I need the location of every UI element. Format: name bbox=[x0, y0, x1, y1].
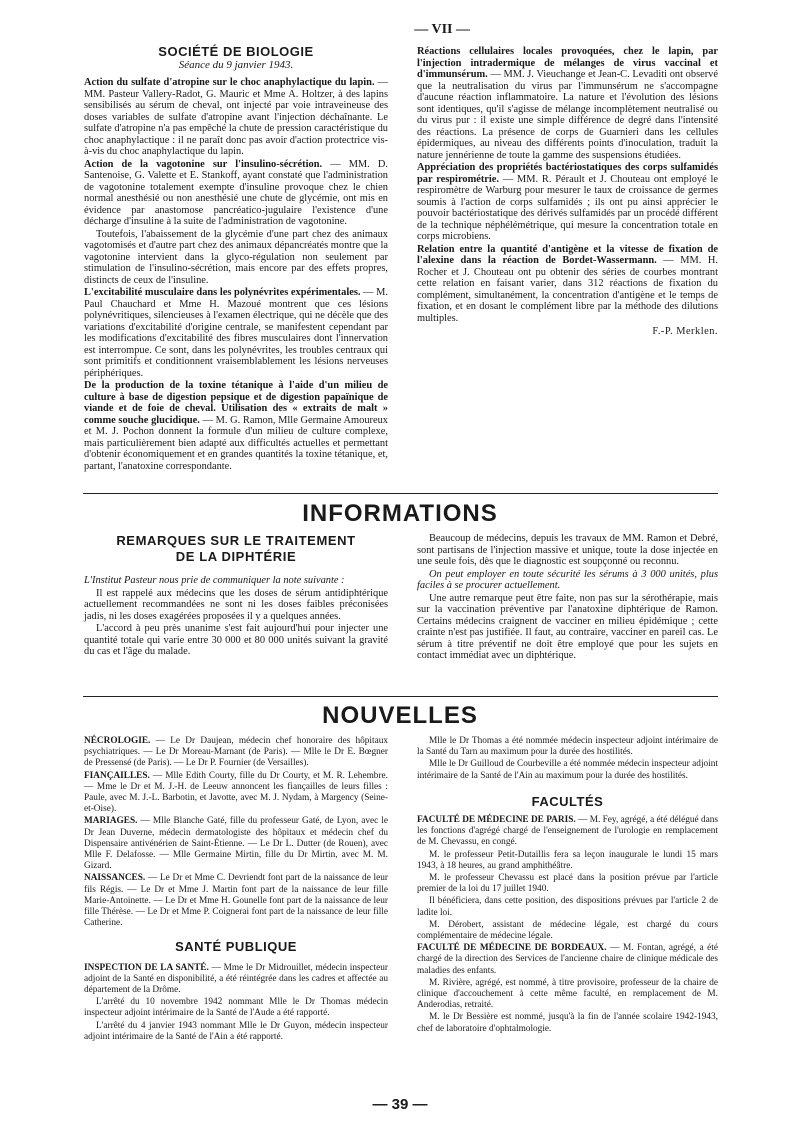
signature: F.-P. Merklen. bbox=[652, 326, 718, 337]
paragraph: On peut employer en toute sécurité les sérums à 3 000 unités, plus faciles à se procurer actuellement. bbox=[417, 568, 718, 591]
informations-right-column bbox=[417, 533, 718, 663]
societe-item: Action de la vagotonine sur l'insulino-sécrétion. — MM. D. Santenoise, G. Valette et E. Stankoff, ayant constaté que l'administration de vagotonine totalement exempte d'insuline provoque chez le chien normal anesthésié ou non anesthésié une chute de glycémie, ont mis en évidence par anastomose pancréatico-jugulaire l'existence d'une décharge d'insuline à la suite de l'administration de vagotonine. bbox=[84, 158, 388, 227]
societe-title: SOCIÉTÉ DE BIOLOGIE bbox=[158, 44, 314, 59]
page-number: — 39 — bbox=[372, 1096, 428, 1113]
news-item: FACULTÉ DE MÉDECINE DE BORDEAUX. — M. Fontan, agrégé, a été chargé de la direction des Services de l'ancienne chaire de clinique médicale des maladies des enfants. bbox=[417, 943, 719, 976]
informations-left-column bbox=[84, 533, 388, 659]
news-item: M. Rivière, agrégé, est nommé, à titre provisoire, professeur de la chaire de clinique d'accouchement à cette même faculté, en remplacement de M. Anderodias, retraité. bbox=[417, 977, 718, 1011]
informations-title: INFORMATIONS bbox=[302, 500, 498, 527]
societe-item: De la production de la toxine tétanique à l'aide d'un milieu de culture à base de digestion pepsique et de digestion papaïnique de viande et de foie de cheval. Utilisation des « extraits de malt » comme souche glucidique. — M. G. Ramon, Mlle Germaine Amoureux et M. J. Pochon donnent la formule d'un milieu de culture complexe, mais particulièrement bien adapté aux difficultés actuelles et permettant d'obtenir économiquement et en grandes quantités la toxine tétanique, et, partant, l'anatoxine correspondante. bbox=[84, 380, 388, 472]
societe-item: Réactions cellulaires locales provoquées, chez le lapin, par l'injection intradermique de mélanges de virus vaccinal et d'immunsérum. — MM. J. Vieuchange et Jean-C. Levaditi ont observé que la neutralisation du virus par l'immunsérum ne s'accompagne d'aucune réaction inflammatoire. La nature et l'évolution des lésions sont identiques, qu'il s'agisse de mélange incomplètement neutralisé ou du virus pur : il existe une simple différence de degré dans l'intensité des réactions. La présence de corps de Guarnieri dans les cellules épidermiques, au niveau des différents points d'inoculation, traduit la nature jennérienne de toute la gamme des suspensions étudiées. bbox=[417, 46, 718, 161]
news-item: MARIAGES. — Mlle Blanche Gaté, fille du professeur Gaté, de Lyon, avec le Dr Jean Duverne, médecin dermatologiste des hôpitaux et médecin chef du Dispensaire antivénérien de Saint-Étienne. — Le Dr L. Dutter (de Rouen), avec Mlle F. Delafosse. — Mlle Germaine Mirtin, fille du Dr Mirtin, avec M. M. Gizard. bbox=[84, 816, 388, 872]
paragraph: L'accord à peu près unanime s'est fait aujourd'hui pour injecter une quantité totale qui varie entre 30 000 et 80 000 unités suivant la gravité du cas et l'âge du malade. bbox=[84, 623, 388, 657]
divider bbox=[83, 493, 718, 494]
news-item: FACULTÉ DE MÉDECINE DE PARIS. — M. Fey, agrégé, a été délégué dans les fonctions d'agrégé chargé de l'enseignement de l'urologie en remplacement de M. Chevassu, en congé. bbox=[417, 815, 718, 848]
nouvelles-right-column bbox=[417, 736, 718, 1036]
nouvelles-left-column bbox=[84, 736, 388, 1044]
societe-left-column bbox=[84, 46, 388, 473]
societe-item: Toutefois, l'abaissement de la glycémie d'une part chez des animaux vagotomisés et d'autre part chez des animaux dépancréatés montre que la vagotonine intervient dans la glyco-régulation non seulement par stimulation de l'insulino-sécrétion, mais encore par des effets propres, distincts de ceux de l'insuline. bbox=[84, 228, 388, 286]
news-item: M. le professeur Petit-Dutaillis fera sa leçon inaugurale le lundi 15 mars 1943, à 18 heures, au grand amphithéâtre. bbox=[417, 849, 718, 871]
news-item: FIANÇAILLES. — Mlle Edith Courty, fille du Dr Courty, et M. R. Lehembre. — Mme le Dr et M. J.-H. de Leeuw annoncent les fiançailles de leurs filles : Paule, avec M. J.-L. Barbotin, et Javotte, avec M. J. Nydam, à Margency (Seine-et-Oise). bbox=[84, 770, 388, 815]
paragraph: Une autre remarque peut être faite, non pas sur la sérothérapie, mais sur la vaccination préventive par l'anatoxine diphtérique de Ramon. Certains médecins craignent de vacciner en milieu épidémique ; cette crainte n'est pas justifiée. Il faut, au contraire, vacciner en pareil cas. Le sérum à titre préventif ne doit être employé que pour les sujets en contact immédiat avec un diphtérique. bbox=[417, 592, 718, 661]
news-item: Mlle le Dr Thomas a été nommée médecin inspecteur adjoint intérimaire de la Santé du Tarn au maximum pour la durée des hostilités. bbox=[417, 736, 718, 758]
session-date: Séance du 9 janvier 1943. bbox=[178, 58, 294, 71]
informations-subtitle: REMARQUES SUR LE TRAITEMENT DE LA DIPHTÉRIE bbox=[116, 533, 356, 564]
news-item: INSPECTION DE LA SANTÉ. — Mme le Dr Midrouillet, médecin inspecteur adjoint de la Santé en disponibilité, a été réintégrée dans les cadres et affectée au département de la Drôme. bbox=[84, 962, 388, 996]
societe-item: Appréciation des propriétés bactériostatiques des corps sulfamidés par respirométrie. — MM. R. Pérault et J. Chouteau ont employé le respiromètre de Warburg pour mesurer le taux de croissance de germes soumis à l'action de corps sulfamidés ; ils ont pu ainsi apprécier le pouvoir bactériostatique des dérivés sulfamidés par un procédé différent de la technique néphélémétrique, qui mesure la concentration totale en corps microbiens. bbox=[417, 162, 719, 242]
societe-right-column bbox=[417, 46, 718, 338]
news-item: M. le Dr Bessière est nommé, jusqu'à la fin de l'année scolaire 1942-1943, chef de laboratoire d'ophtalmologie. bbox=[417, 1012, 718, 1034]
news-item: NAISSANCES. — Le Dr et Mme C. Devriendt font part de la naissance de leur fils Régis. — Le Dr et Mme J. Martin font part de la naissance de leur fille Marie-Antoinette. — Le Dr et Mme H. Gounelle font part de la naissance de leur fille Thérèse. — Le Dr et Mme P. Coignerai font part de la naissance de leur fille Catherine. bbox=[84, 873, 388, 929]
societe-item: Action du sulfate d'atropine sur le choc anaphylactique du lapin. — MM. Pasteur Vallery-Radot, G. Mauric et Mme A. Holtzer, à des lapins sensibilisés au sérum de cheval, ont injecté par voie intraveineuse des doses variables de sulfate d'atropine avant l'injection déchaînante. Le sulfate d'atropine n'a pas empêché la chute de pression caractéristique du choc anaphylactique : il ne paraît donc pas avoir d'action protectrice vis-à-vis du choc anaphylactique du lapin. bbox=[84, 77, 388, 157]
paragraph: Beaucoup de médecins, depuis les travaux de MM. Ramon et Debré, sont partisans de l'injection massive et unique, toute la dose injectée en une seule fois, dès que le diagnostic est soupçonné ou reconnu. bbox=[417, 533, 718, 567]
intro-note: L'Institut Pasteur nous prie de communiquer la note suivante : bbox=[84, 575, 345, 586]
news-item: L'arrêté du 10 novembre 1942 nommant Mlle le Dr Thomas médecin inspecteur adjoint intérimaire de la Santé de l'Aude a été rapporté. bbox=[84, 997, 388, 1019]
facultes-title: FACULTÉS bbox=[531, 793, 604, 809]
societe-item: L'excitabilité musculaire dans les polynévrites expérimentales. — M. Paul Chauchard et Mme H. Mazoué montrent que ces lésions polynévritiques, silencieuses à l'examen électrique, qui ne décèle que des variations d'excitabilité d'origine centrale, se manifestent cependant par les modifications d'excitabilité des fibres musculaires dont l'innervation est interrompue. Ce sont, dans les polynévrites, les troubles centraux qui sont primitifs et conditionnent vraisemblablement les lésions nerveuses périphériques. bbox=[84, 287, 388, 379]
news-item: M. le professeur Chevassu est placé dans la position prévue par l'article premier de la loi du 17 juillet 1940. bbox=[417, 873, 718, 895]
news-item: Il bénéficiera, dans cette position, des dispositions prévues par l'article 2 de ladite loi. bbox=[417, 896, 718, 918]
societe-item: Relation entre la quantité d'antigène et la vitesse de fixation de l'alexine dans la réaction de Bordet-Wassermann. — MM. H. Rocher et J. Chouteau ont pu obtenir des séries de courbes montrant cette relation en faisant varier, dans 312 réactions de fixation du complément, simultanément, la concentration d'antigène et le temps de fixation, et en dosant le complément libre par la méthode des dilutions multiples. bbox=[417, 243, 718, 324]
news-item: L'arrêté du 4 janvier 1943 nommant Mlle le Dr Guyon, médecin inspecteur adjoint intérimaire de la Santé de l'Ain a été rapporté. bbox=[84, 1020, 388, 1042]
news-item: Mlle le Dr Guilloud de Courbeville a été nommée médecin inspecteur adjoint intérimaire de la Santé de l'Ain au maximum pour la durée des hostilités. bbox=[417, 759, 718, 781]
divider bbox=[83, 696, 718, 697]
nouvelles-title: NOUVELLES bbox=[322, 702, 478, 729]
paragraph: Il est rappelé aux médecins que les doses de sérum antidiphtérique actuellement recommandées ne sont ni les doses faibles préconisées jadis, ni les doses exagérées proposées il y a quelques années. bbox=[84, 587, 388, 622]
news-item: M. Dérobert, assistant de médecine légale, est chargé du cours complémentaire de médecine légale. bbox=[417, 919, 718, 942]
page-header bbox=[0, 20, 800, 38]
folio: — VII — bbox=[414, 22, 470, 37]
sante-title: SANTÉ PUBLIQUE bbox=[175, 939, 297, 955]
news-item: NÉCROLOGIE. — Le Dr Daujean, médecin chef honoraire des hôpitaux psychiatriques. — Le Dr Moreau-Marnant (de Paris). — Mlle le Dr E. Bœgner de Pressensé (de Paris). — Le Dr P. Fournier (de Versailles). bbox=[84, 736, 388, 769]
